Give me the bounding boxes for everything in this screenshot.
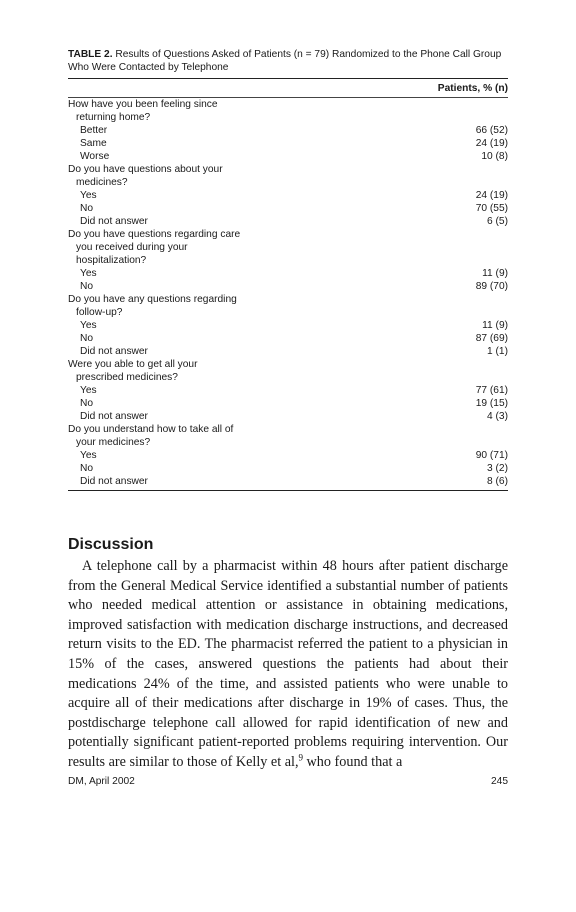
row-label: Same bbox=[80, 138, 107, 149]
row-value: 6 (5) bbox=[487, 216, 508, 227]
footer-journal: DM, April 2002 bbox=[68, 776, 135, 787]
section-title-discussion: Discussion bbox=[68, 536, 154, 553]
table-row bbox=[68, 228, 508, 241]
table-row bbox=[68, 176, 508, 189]
row-value: 8 (6) bbox=[487, 476, 508, 487]
results-table bbox=[68, 78, 508, 491]
table-row bbox=[68, 397, 508, 410]
citation-superscript: 9 bbox=[298, 752, 303, 763]
row-label: No bbox=[80, 463, 94, 474]
table-row bbox=[68, 150, 508, 163]
row-label: you received during your bbox=[76, 242, 188, 253]
row-label: No bbox=[80, 398, 94, 409]
row-value: 87 (69) bbox=[475, 333, 508, 344]
table-row bbox=[68, 293, 508, 306]
row-value: 70 (55) bbox=[475, 203, 508, 214]
row-label: Did not answer bbox=[80, 216, 148, 227]
table-row bbox=[68, 137, 508, 150]
table-row bbox=[68, 111, 508, 124]
table-row bbox=[68, 371, 508, 384]
table-row bbox=[68, 241, 508, 254]
table-header bbox=[68, 79, 508, 97]
row-label: your medicines? bbox=[76, 437, 151, 448]
table-row bbox=[68, 215, 508, 228]
row-label: follow-up? bbox=[76, 307, 123, 318]
table-row bbox=[68, 306, 508, 319]
row-label: Yes bbox=[80, 320, 97, 331]
row-label: Yes bbox=[80, 450, 97, 461]
table-bottom-rule bbox=[68, 490, 508, 491]
page-content bbox=[68, 48, 508, 773]
table-label: TABLE 2. bbox=[68, 49, 113, 60]
table-row bbox=[68, 358, 508, 371]
table-caption-text: Results of Questions Asked of Patients (n = 79) Randomized to the Phone Call Group Who Were Contacted by Telephone bbox=[68, 49, 502, 73]
row-label: Better bbox=[80, 125, 108, 136]
table-row bbox=[68, 98, 508, 111]
table-row bbox=[68, 163, 508, 176]
table-row bbox=[68, 436, 508, 449]
row-label: medicines? bbox=[76, 177, 128, 188]
row-label: No bbox=[80, 281, 94, 292]
row-label: Do you understand how to take all of bbox=[68, 424, 234, 435]
row-value: 10 (8) bbox=[481, 151, 508, 162]
row-value: 11 (9) bbox=[482, 320, 508, 331]
row-label: No bbox=[80, 333, 94, 344]
row-label: Do you have questions regarding care bbox=[68, 229, 241, 240]
row-value: 90 (71) bbox=[475, 450, 508, 461]
row-value: 24 (19) bbox=[475, 190, 508, 201]
table-row bbox=[68, 423, 508, 436]
table-row bbox=[68, 254, 508, 267]
row-label: Did not answer bbox=[80, 346, 148, 357]
row-label: Did not answer bbox=[80, 476, 148, 487]
row-value: 66 (52) bbox=[475, 125, 508, 136]
row-label: Yes bbox=[80, 268, 97, 279]
table-row bbox=[68, 475, 508, 488]
row-value: 19 (15) bbox=[475, 398, 508, 409]
table-row bbox=[68, 462, 508, 475]
row-label: Yes bbox=[80, 385, 97, 396]
table-row bbox=[68, 410, 508, 423]
table-caption bbox=[68, 48, 508, 74]
row-label: Did not answer bbox=[80, 411, 148, 422]
row-value: 11 (9) bbox=[482, 268, 508, 279]
row-value: 77 (61) bbox=[475, 385, 508, 396]
row-label: Were you able to get all your bbox=[68, 359, 198, 370]
discussion-paragraph bbox=[68, 557, 508, 773]
table-row bbox=[68, 124, 508, 137]
row-label: No bbox=[80, 203, 94, 214]
table-row bbox=[68, 202, 508, 215]
table-row bbox=[68, 449, 508, 462]
row-value: 4 (3) bbox=[487, 411, 508, 422]
discussion-text-tail: who found that a bbox=[303, 753, 403, 770]
row-label: Yes bbox=[80, 190, 97, 201]
row-label: Worse bbox=[80, 151, 110, 162]
row-label: How have you been feeling since bbox=[68, 99, 218, 110]
discussion-text: A telephone call by a pharmacist within 48 hours after patient discharge from the General Medical Service identified a substantial number of patients who needed medical attention or assistance in obtaining medications, improved satisfaction with medication discharge instructions, and decreased return visits to the ED. The pharmacist referred the patient to a physician in 15% of the cases, answered questions the patients had about their medications 24% of the time, and assisted patients who were unable to acquire all of their medications after discharge in 19% of cases. Thus, the postdischarge telephone call allowed for rapid identification of new and potentially significant patient-reported problems requiring intervention. Our results are similar to those of Kelly et al, bbox=[68, 558, 508, 770]
row-value: 1 (1) bbox=[487, 346, 508, 357]
table-row bbox=[68, 332, 508, 345]
row-label: Do you have questions about your bbox=[68, 164, 223, 175]
footer-page-number: 245 bbox=[491, 776, 508, 787]
row-value: 89 (70) bbox=[475, 281, 508, 292]
table-row bbox=[68, 319, 508, 332]
column-header-patients: Patients, % (n) bbox=[437, 83, 508, 94]
table-body bbox=[68, 98, 508, 488]
table-row bbox=[68, 280, 508, 293]
table-row bbox=[68, 345, 508, 358]
row-value: 3 (2) bbox=[487, 463, 508, 474]
page-footer bbox=[68, 775, 508, 788]
table-row bbox=[68, 267, 508, 280]
row-value: 24 (19) bbox=[475, 138, 508, 149]
row-label: hospitalization? bbox=[76, 255, 147, 266]
table-row bbox=[68, 384, 508, 397]
table-row bbox=[68, 189, 508, 202]
row-label: prescribed medicines? bbox=[76, 372, 178, 383]
row-label: Do you have any questions regarding bbox=[68, 294, 237, 305]
row-label: returning home? bbox=[76, 112, 151, 123]
